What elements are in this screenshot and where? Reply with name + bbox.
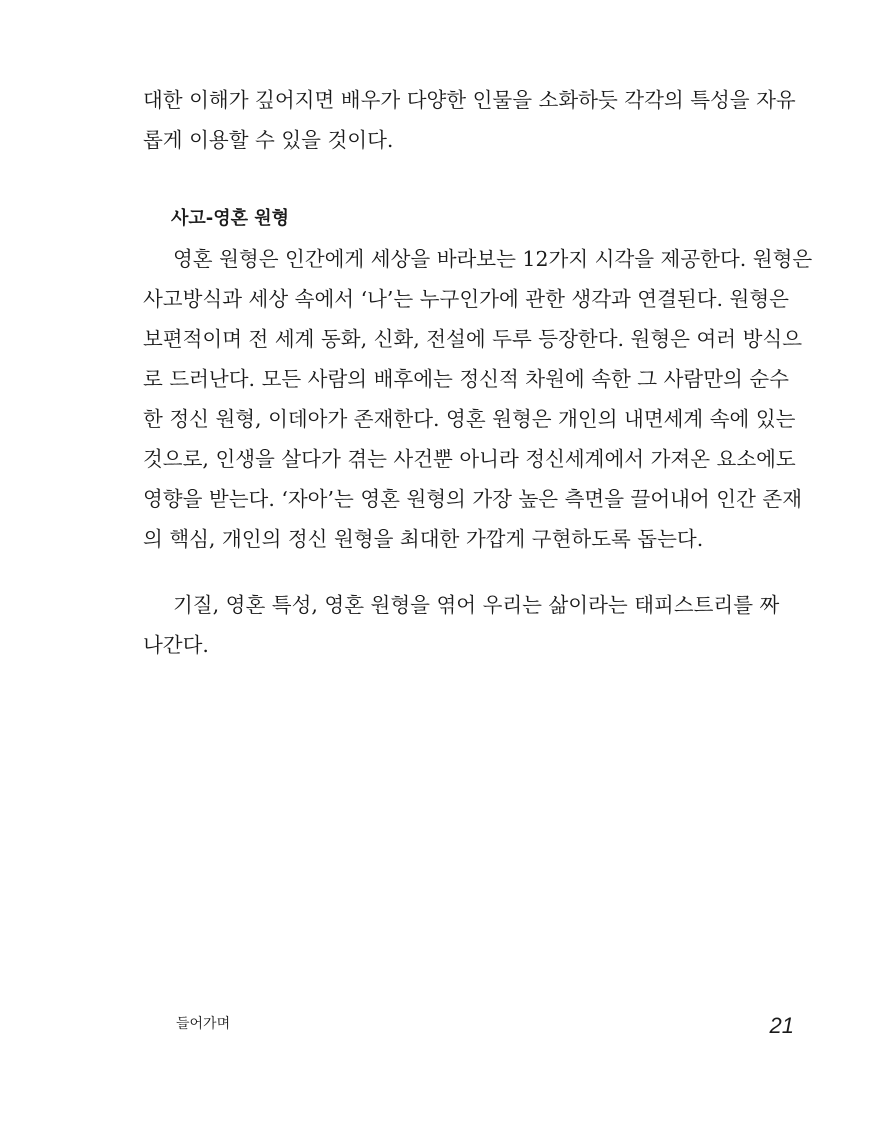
paragraph-line: 보편적이며 전 세계 동화, 신화, 전설에 두루 등장한다. 원형은 여러 방식으 [143, 327, 802, 351]
paragraph-line: 영향을 받는다. ‘자아’는 영혼 원형의 가장 높은 측면을 끌어내어 인간 존재 [143, 487, 802, 511]
paragraph-line: 사고방식과 세상 속에서 ‘나’는 누구인가에 관한 생각과 연결된다. 원형은 [143, 287, 789, 311]
paragraph-line: 한 정신 원형, 이데아가 존재한다. 영혼 원형은 개인의 내면세계 속에 있는 [143, 407, 796, 431]
paragraph-line: 영혼 원형은 인간에게 세상을 바라보는 12가지 시각을 제공한다. 원형은 [173, 247, 813, 271]
section-heading: 사고-영혼 원형 [171, 208, 290, 229]
paragraph-line: 대한 이해가 깊어지면 배우가 다양한 인물을 소화하듯 각각의 특성을 자유 [143, 88, 796, 112]
paragraph-line: 나간다. [143, 633, 209, 657]
paragraph-line: 로 드러난다. 모든 사람의 배후에는 정신적 차원에 속한 그 사람만의 순수 [143, 367, 789, 391]
paragraph-line: 기질, 영혼 특성, 영혼 원형을 엮어 우리는 삶이라는 태피스트리를 짜 [173, 593, 780, 617]
paragraph-1 [143, 80, 796, 160]
paragraph-line: 롭게 이용할 수 있을 것이다. [143, 128, 394, 152]
paragraph-line: 의 핵심, 개인의 정신 원형을 최대한 가깝게 구현하도록 돕는다. [143, 527, 704, 551]
paragraph-2 [143, 239, 813, 559]
paragraph-line: 것으로, 인생을 살다가 겪는 사건뿐 아니라 정신세계에서 가져온 요소에도 [143, 447, 796, 471]
footer-section-label: 들어가며 [176, 1016, 231, 1032]
paragraph-3 [143, 585, 778, 665]
page-number: 21 [769, 1013, 794, 1038]
